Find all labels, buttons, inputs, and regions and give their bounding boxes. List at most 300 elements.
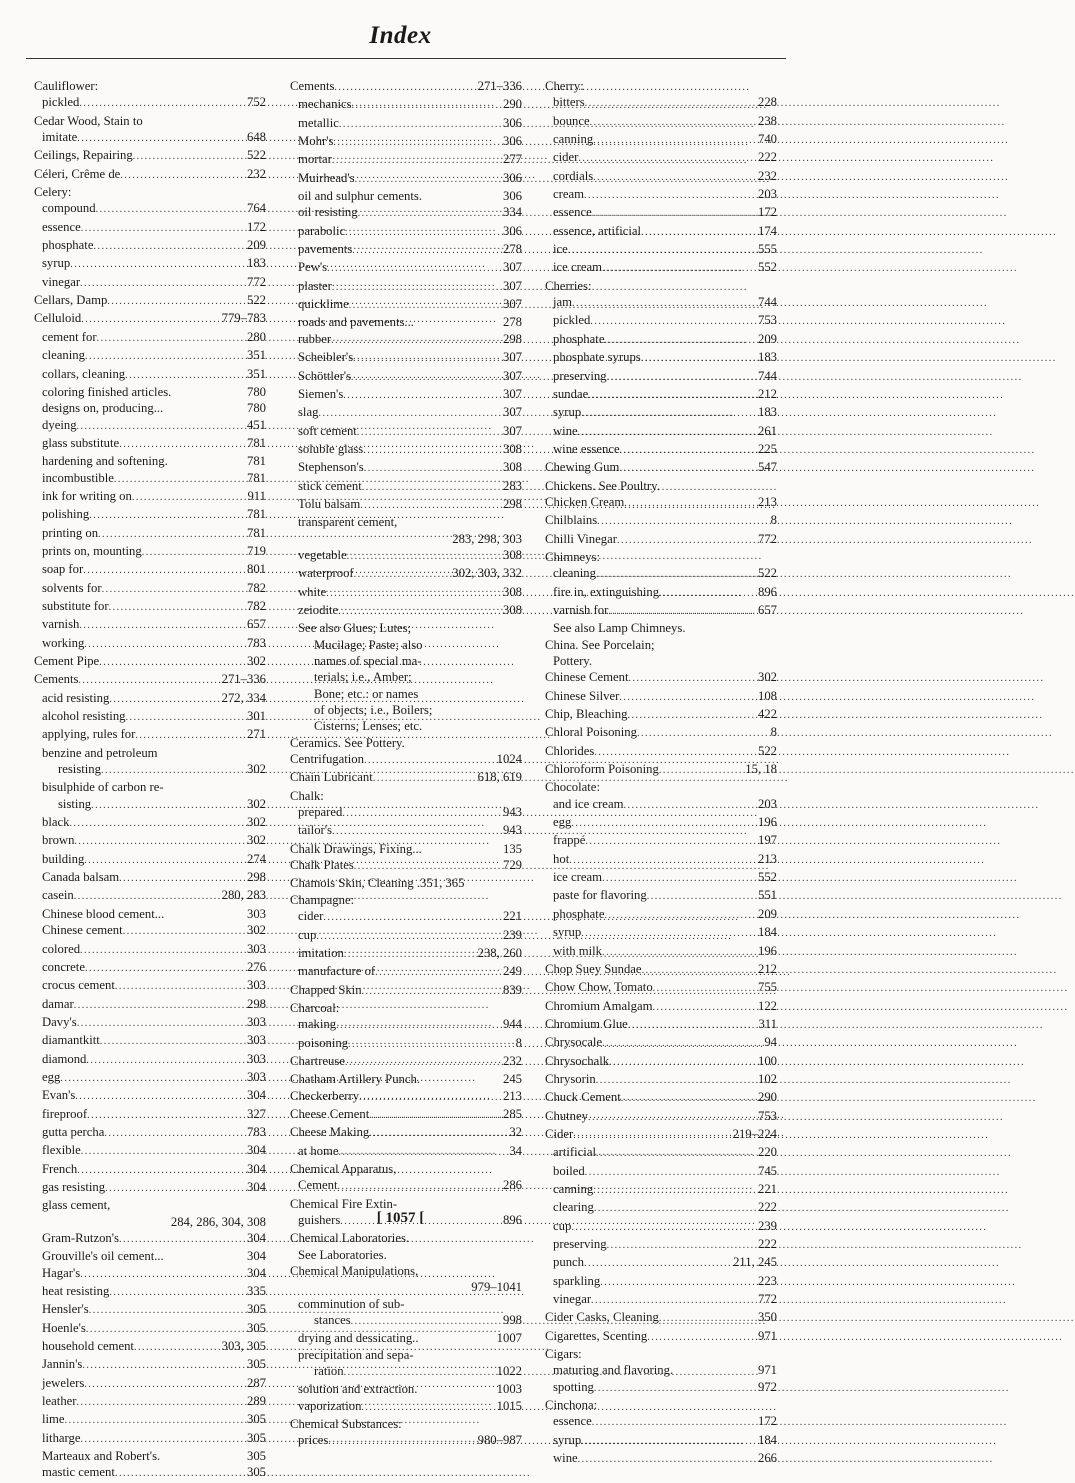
index-entry: [545, 549, 777, 565]
index-entry-term: colored: [42, 941, 81, 956]
leader-dots: [74, 834, 245, 850]
index-entry-term: acid resisting: [42, 690, 110, 705]
index-entry-term: stick cement: [298, 478, 362, 493]
leader-dots: [364, 461, 501, 477]
index-entry-term: paste for flavoring: [553, 888, 647, 903]
index-entry: [545, 832, 777, 850]
index-entry: [34, 384, 266, 400]
index-entry-term: varnish: [42, 617, 80, 632]
leader-dots: [318, 406, 501, 422]
index-entry-term: egg: [553, 815, 572, 830]
leader-dots: [85, 961, 245, 977]
index-entry-term: spotting: [553, 1379, 594, 1394]
index-entry-term: egg: [42, 1069, 61, 1084]
index-entry-term: mechanics: [298, 97, 352, 112]
index-entry-pages: 219–224: [732, 1126, 777, 1141]
leader-dots: [80, 1267, 245, 1283]
index-entry: [290, 96, 522, 114]
leader-dots: [75, 1089, 245, 1105]
index-entry-pages: 764: [246, 201, 266, 216]
leader-dots: [114, 472, 245, 488]
index-entry-term: bounce: [553, 113, 590, 128]
index-entry-term: jam: [553, 295, 573, 310]
index-entry-pages: 351: [246, 348, 266, 363]
index-entry-pages: 225: [757, 441, 777, 456]
index-entry: [290, 637, 522, 653]
index-entry-pages: 266: [757, 1451, 777, 1466]
index-entry-term: crocus cement: [42, 978, 115, 993]
leader-dots: [351, 1314, 501, 1330]
index-entry-term: Cheese Cement: [290, 1106, 370, 1121]
index-entry-term: Cisterns; Lenses; etc.: [314, 719, 423, 734]
index-entry-term: Canada balsam: [42, 870, 120, 885]
index-entry: [34, 1356, 266, 1374]
index-entry: [290, 1161, 522, 1177]
index-entry-term: syrup: [553, 1432, 582, 1447]
leader-dots: [134, 1340, 220, 1356]
index-entry: [290, 423, 522, 441]
index-entry-pages: 172: [246, 219, 266, 234]
index-entry: [545, 1163, 777, 1181]
index-entry-term: wine essence: [553, 441, 620, 456]
index-entry-term: hardening and softening.: [42, 454, 168, 469]
index-entry: [290, 1035, 522, 1053]
index-entry-pages: 552: [757, 260, 777, 275]
index-entry: [290, 1016, 522, 1034]
index-entry-pages: 278: [502, 242, 522, 257]
index-entry-pages: 197: [757, 833, 777, 848]
leader-dots: [332, 153, 501, 169]
leader-dots: [345, 225, 501, 241]
index-entry-pages: 305: [246, 1412, 266, 1427]
index-entry-pages: 772: [246, 274, 266, 289]
index-column-3: [545, 78, 777, 1468]
index-entry-term: cup: [298, 927, 317, 942]
index-entry-term: Stephenson's: [298, 460, 364, 475]
index-entry: [545, 168, 777, 186]
index-entry-pages: 303: [246, 1069, 266, 1084]
index-entry-term: Chemical Substances:: [290, 1417, 402, 1432]
leader-dots: [69, 816, 244, 832]
index-entry-pages: 753: [757, 313, 777, 328]
index-entry-term: alcohol resisting: [42, 709, 126, 724]
index-entry: [545, 1034, 777, 1052]
index-entry-term: making: [298, 1017, 337, 1032]
index-entry-term: Chatham Artillery Punch.: [290, 1072, 421, 1087]
index-entry: [34, 708, 266, 726]
index-entry: [290, 927, 522, 945]
index-entry-term: damar: [42, 996, 74, 1011]
index-entry-pages: 451: [246, 417, 266, 432]
index-entry-pages: 228: [757, 95, 777, 110]
leader-dots: [84, 1377, 245, 1393]
leader-dots: [573, 1128, 730, 1144]
index-entry-pages: 753: [757, 1108, 777, 1123]
index-entry: [545, 669, 777, 687]
leader-dots: [584, 188, 756, 204]
index-entry: [545, 851, 777, 869]
leader-dots: [81, 312, 219, 328]
index-entry: [34, 1393, 266, 1411]
index-entry: [545, 1291, 777, 1309]
index-entry-pages: 306: [502, 223, 522, 238]
index-entry-pages: 209: [757, 331, 777, 346]
index-entry-pages: 213: [757, 851, 777, 866]
index-entry: [290, 892, 522, 908]
index-entry-term: artificial: [553, 1145, 596, 1160]
leader-dots: [99, 655, 245, 671]
leader-dots: [337, 1179, 501, 1195]
index-entry: [290, 751, 522, 769]
index-entry-term: Chemical Apparatus,: [290, 1161, 397, 1176]
index-entry-term: Chapped Skin: [290, 982, 362, 997]
index-entry-pages: 551: [757, 888, 777, 903]
index-entry: [545, 1016, 777, 1034]
index-entry-pages: 1022: [496, 1364, 522, 1379]
leader-dots: [642, 963, 756, 979]
index-entry-pages: 781: [246, 470, 266, 485]
leader-dots: [339, 1145, 508, 1161]
leader-dots: [351, 370, 501, 386]
index-entry-pages: 238, 260: [477, 945, 522, 960]
index-entry-term: transparent cement,: [298, 515, 398, 530]
index-entry: [290, 804, 522, 822]
index-entry-term: Chinese Cement: [545, 670, 629, 685]
index-entry: [290, 151, 522, 169]
index-entry: [290, 459, 522, 477]
index-entry-term: Cheese Making: [290, 1125, 370, 1140]
leader-dots: [352, 98, 501, 114]
index-entry-pages: 290: [757, 1090, 777, 1105]
index-entry-term: Chip, Bleaching: [545, 707, 628, 722]
index-entry-term: Ceilings, Repairing: [34, 148, 133, 163]
index-entry-term: Celery:: [34, 185, 72, 200]
index-entry-term: Cements: [34, 672, 79, 687]
index-entry-pages: 648: [246, 130, 266, 145]
index-entry: [34, 417, 266, 435]
index-entry-pages: 271–336: [221, 672, 266, 687]
index-entry-term: Chinese cement: [42, 923, 123, 938]
index-entry: [545, 637, 777, 653]
index-entry-term: gutta percha: [42, 1124, 105, 1139]
index-entry-term: Chutney: [545, 1108, 588, 1123]
index-entry-term: Chickens. See Poultry.: [545, 478, 660, 493]
leader-dots: [135, 728, 245, 744]
index-entry-pages: 306: [502, 170, 522, 185]
index-entry-term: pickled: [42, 95, 80, 110]
index-entry-term: Chalk:: [290, 788, 324, 803]
index-entry-term: vaporization: [298, 1398, 362, 1413]
index-entry: [290, 204, 522, 222]
index-entry: [34, 906, 266, 922]
index-entry-term: Champagne:: [290, 892, 355, 907]
index-entry-pages: 305: [246, 1320, 266, 1335]
leader-dots: [74, 889, 220, 905]
index-entry-pages: 943: [502, 823, 522, 838]
index-entry-pages: 298: [502, 496, 522, 511]
index-entry-term: fireproof: [42, 1106, 88, 1121]
leader-dots: [109, 1285, 245, 1301]
index-entry: [34, 1142, 266, 1160]
index-entry: [290, 78, 522, 96]
index-entry-pages: 896: [757, 584, 777, 599]
index-entry: [545, 1144, 777, 1162]
index-entry-pages: 305: [246, 1302, 266, 1317]
index-entry: [34, 580, 266, 598]
leader-dots: [347, 549, 501, 565]
index-entry-pages: 1007: [496, 1331, 522, 1346]
index-entry-pages: 1015: [496, 1398, 522, 1413]
index-entry: [34, 779, 266, 795]
leader-dots: [142, 545, 245, 561]
index-entry-term: Chartreuse: [290, 1053, 345, 1068]
index-entry-pages: 272, 334: [221, 690, 266, 705]
index-entry-pages: 245: [502, 1072, 522, 1087]
leader-dots: [602, 945, 756, 961]
index-entry: [34, 1124, 266, 1142]
index-entry-term: ice: [553, 242, 568, 257]
index-entry-pages: 183: [246, 256, 266, 271]
index-entry-term: diamantkitt: [42, 1033, 100, 1048]
index-entry-pages: 135: [502, 841, 522, 856]
index-entry-pages: 301: [246, 709, 266, 724]
index-entry: [545, 869, 777, 887]
index-entry-pages: 971: [757, 1328, 777, 1343]
index-entry-term: with milk: [553, 943, 602, 958]
index-entry: [34, 255, 266, 273]
leader-dots: [659, 586, 756, 602]
index-entry: [34, 941, 266, 959]
leader-dots: [84, 853, 245, 869]
index-entry: [545, 1432, 777, 1450]
index-entry-term: polishing: [42, 507, 90, 522]
index-entry-term: preserving: [553, 1237, 607, 1251]
index-entry-pages: 271–336: [477, 79, 522, 93]
index-entry: [290, 769, 522, 787]
index-entry-term: Chemical Fire Extin-: [290, 1196, 398, 1211]
index-entry-term: Cellars, Damp: [34, 293, 108, 308]
index-entry-pages: 183: [757, 350, 777, 365]
index-entry-pages: 302: [246, 815, 266, 830]
index-entry: [545, 1346, 777, 1362]
index-entry: [290, 1279, 522, 1295]
index-entry-pages: 303: [246, 1033, 266, 1048]
index-entry-pages: 657: [246, 617, 266, 632]
index-entry-term: gas resisting: [42, 1179, 106, 1194]
index-entry-pages: 307: [502, 278, 522, 293]
index-entry-pages: 657: [757, 602, 777, 617]
index-entry: [290, 982, 522, 1000]
index-entry-term: printing on: [42, 525, 99, 540]
index-entry: [545, 1071, 777, 1089]
index-entry-term: Evan's: [42, 1088, 76, 1103]
index-entry-term: essence: [42, 219, 81, 234]
index-entry-term: guishers: [298, 1213, 341, 1227]
leader-dots: [369, 1126, 507, 1142]
index-entry-term: Gram-Rutzon's: [42, 1231, 119, 1245]
index-entry-term: zeiodite: [298, 602, 339, 617]
index-entry-pages: 618, 619: [477, 770, 522, 785]
index-entry-term: vinegar: [553, 1292, 592, 1307]
index-entry-term: solvents for: [42, 580, 102, 595]
index-entry-pages: 239: [502, 927, 522, 942]
index-entry-pages: 306: [502, 134, 522, 149]
index-entry-term: flexible: [42, 1143, 81, 1158]
index-entry-term: poisoning: [298, 1035, 349, 1050]
index-entry-term: Siemen's: [298, 386, 344, 401]
leader-dots: [119, 1232, 245, 1248]
leader-dots: [100, 1034, 245, 1050]
leader-dots: [115, 1466, 245, 1482]
index-entry-term: building: [42, 851, 85, 866]
index-entry-pages: 213: [757, 494, 777, 509]
leader-dots: [362, 984, 501, 1000]
index-entry-term: concrete: [42, 959, 85, 974]
index-entry-term: tailor's: [298, 823, 332, 838]
leader-dots: [85, 349, 245, 365]
index-entry-pages: 302: [246, 762, 266, 777]
header-rule: [26, 58, 786, 59]
index-entry-term: leather: [42, 1394, 77, 1409]
index-entry: [290, 1143, 522, 1161]
index-entry-term: Grouville's oil cement...: [42, 1249, 164, 1264]
index-entry: [545, 1362, 777, 1378]
leader-dots: [354, 859, 501, 875]
index-entry: [34, 996, 266, 1014]
leader-dots: [133, 149, 245, 165]
index-entry: [34, 525, 266, 543]
leader-dots: [77, 419, 245, 435]
leader-dots: [602, 261, 756, 277]
index-entry-term: quicklime: [298, 297, 349, 312]
leader-dots: [581, 1434, 756, 1450]
index-entry-term: ice cream: [553, 870, 602, 885]
index-entry-pages: 298: [246, 996, 266, 1011]
index-entry-term: Cigars:: [545, 1347, 582, 1362]
index-entry-term: essence, artificial: [553, 223, 642, 238]
index-entry-term: China. See Porcelain;: [545, 637, 655, 652]
index-entry-pages: 184: [757, 1432, 777, 1447]
index-entry-term: Chemical Manipulations,: [290, 1264, 419, 1279]
index-entry-pages: 783: [246, 635, 266, 650]
index-entry-pages: 298: [502, 331, 522, 346]
index-entry-pages: 302: [246, 654, 266, 668]
index-entry-pages: 729: [502, 858, 522, 873]
index-entry-term: phosphate: [553, 331, 605, 346]
index-entry-term: parabolic: [298, 223, 346, 238]
index-entry-term: benzine and petroleum: [42, 745, 158, 760]
leader-dots: [578, 1452, 756, 1468]
index-entry: [545, 78, 777, 94]
leader-dots: [348, 1037, 514, 1053]
index-entry-term: hot: [553, 851, 570, 866]
index-entry-term: Chloral Poisoning: [545, 725, 637, 740]
index-entry-pages: 547: [757, 460, 777, 475]
index-entry-term: imitate: [42, 130, 78, 145]
index-entry-term: solution and extraction.: [298, 1382, 418, 1397]
index-entry-term: varnish for: [553, 602, 609, 617]
index-entry: [34, 745, 266, 761]
index-entry-pages: 249: [502, 964, 522, 979]
index-entry-pages: 32: [509, 1125, 522, 1140]
index-entry-term: Pew's: [298, 260, 328, 275]
leader-dots: [584, 1256, 731, 1272]
index-entry-pages: 232: [246, 166, 266, 181]
index-entry-pages: 102: [757, 1071, 777, 1086]
index-entry: [545, 1379, 777, 1397]
leader-dots: [83, 563, 245, 579]
index-entry: [545, 761, 777, 779]
index-entry-pages: 8: [770, 725, 777, 740]
leader-dots: [604, 333, 756, 349]
index-entry: [290, 1312, 522, 1330]
index-entry-pages: 302: [757, 670, 777, 685]
leader-dots: [637, 726, 769, 742]
index-entry-term: at home: [298, 1143, 339, 1158]
leader-dots: [107, 294, 245, 310]
index-entry: [34, 726, 266, 744]
index-entry-term: Mucilage; Paste; also: [314, 637, 423, 652]
leader-dots: [593, 1183, 756, 1199]
leader-dots: [77, 1163, 245, 1179]
index-entry-term: Cement Pipe: [34, 654, 100, 668]
index-entry-pages: 94: [764, 1035, 777, 1050]
leader-dots: [81, 1432, 245, 1448]
index-entry: [290, 496, 522, 514]
index-entry-term: See also Glues; Lutes;: [298, 621, 412, 636]
index-entry-pages: 351: [246, 366, 266, 381]
index-entry: [545, 961, 777, 979]
index-entry: [34, 1411, 266, 1429]
leader-dots: [597, 514, 768, 530]
index-entry: [34, 1430, 266, 1448]
index-entry: [545, 724, 777, 742]
index-entry: [34, 200, 266, 218]
index-entry: [290, 1296, 522, 1312]
index-entry-pages: 783: [246, 1124, 266, 1139]
leader-dots: [91, 798, 245, 814]
index-entry-pages: 308: [502, 584, 522, 599]
leader-dots: [619, 690, 756, 706]
index-entry-pages: 221: [757, 1181, 777, 1196]
index-entry-pages: 8: [515, 1035, 522, 1050]
index-entry: [545, 241, 777, 259]
leader-dots: [617, 533, 756, 549]
index-entry: [34, 598, 266, 616]
index-entry-term: Davy's: [42, 1014, 77, 1029]
index-entry-pages: 782: [246, 580, 266, 595]
leader-dots: [629, 671, 756, 687]
leader-dots: [126, 710, 245, 726]
index-entry-term: working: [42, 635, 85, 650]
leader-dots: [620, 443, 756, 459]
leader-dots: [316, 929, 501, 945]
leader-dots: [354, 567, 451, 583]
leader-dots: [659, 763, 743, 779]
index-entry: [34, 94, 266, 112]
leader-dots: [609, 1055, 756, 1071]
index-entry: [34, 1230, 266, 1248]
index-entry-pages: 308: [502, 441, 522, 456]
index-entry: [290, 565, 522, 583]
leader-dots: [125, 368, 245, 384]
leader-dots: [602, 871, 756, 887]
leader-dots: [328, 1434, 475, 1450]
index-entry-term: cleaning: [42, 348, 85, 363]
leader-dots: [109, 692, 219, 708]
index-entry-pages: 998: [502, 1313, 522, 1328]
index-entry-term: manufacture of: [298, 964, 376, 979]
